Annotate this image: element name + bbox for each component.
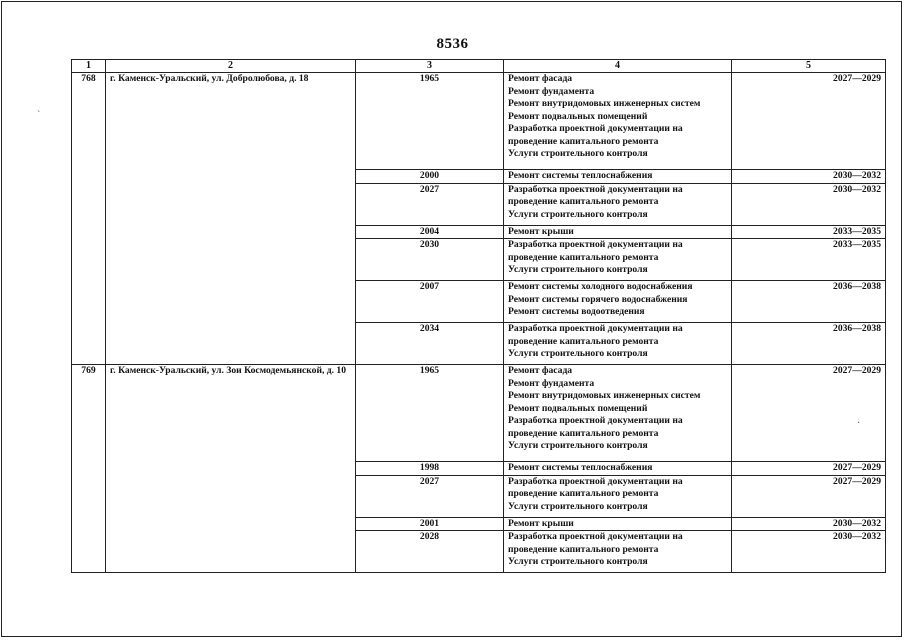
year-cell: 1965 <box>356 73 504 170</box>
work-item: Разработка проектной документации на <box>508 415 683 426</box>
table-row <box>72 73 886 170</box>
header-col-5: 5 <box>732 60 886 73</box>
work-item: Ремонт подвальных помещений <box>508 110 648 122</box>
header-row <box>72 60 886 73</box>
work-item: Ремонт внутридомовых инженерных систем <box>508 390 701 401</box>
table-row <box>72 365 886 462</box>
work-item: Разработка проектной документации на <box>508 183 683 195</box>
work-item: Ремонт крыши <box>508 225 574 237</box>
header-col-3: 3 <box>356 60 504 73</box>
works-cell <box>504 170 732 184</box>
work-item: Ремонт подвальных помещений <box>508 402 648 414</box>
period-cell: 2027—2029 <box>732 365 886 462</box>
work-item: Ремонт крыши <box>508 517 574 529</box>
year-cell: 2001 <box>356 517 504 531</box>
period-cell: 2027—2029 <box>732 462 886 476</box>
work-item: Ремонт системы водоотведения <box>508 306 645 317</box>
period-cell: 2036—2038 <box>732 281 886 323</box>
work-item: Услуги строительного контроля <box>508 264 648 275</box>
period-cell: 2033—2035 <box>732 225 886 239</box>
work-item: Разработка проектной документации на <box>508 475 683 487</box>
work-item: Услуги строительного контроля <box>508 500 648 512</box>
work-item: проведение капитального ремонта <box>508 135 659 147</box>
repair-schedule-table <box>71 59 886 573</box>
work-item: Ремонт внутридомовых инженерных систем <box>508 98 701 109</box>
work-item: Услуги строительного контроля <box>508 556 648 567</box>
works-cell <box>504 239 732 281</box>
scan-speck: · <box>857 418 861 429</box>
works-cell <box>504 73 732 170</box>
period-cell: 2036—2038 <box>732 323 886 365</box>
year-cell: 2034 <box>356 323 504 365</box>
period-cell: 2027—2029 <box>732 475 886 517</box>
entry-number: 769 <box>72 365 106 573</box>
work-item: Ремонт фундамента <box>508 85 595 97</box>
work-item: проведение капитального ремонта <box>508 196 659 207</box>
year-cell: 2027 <box>356 475 504 517</box>
building-address: г. Каменск-Уральский, ул. Добролюбова, д. 18 <box>106 73 356 365</box>
work-item: Услуги строительного контроля <box>508 148 648 159</box>
period-cell: 2030—2032 <box>732 531 886 573</box>
work-item: Ремонт системы горячего водоснабжения <box>508 293 688 305</box>
period-cell: 2027—2029 <box>732 73 886 170</box>
work-item: Разработка проектной документации на <box>508 323 683 334</box>
header-col-4: 4 <box>504 60 732 73</box>
work-item: Услуги строительного контроля <box>508 348 648 359</box>
work-item: проведение капитального ремонта <box>508 335 659 347</box>
table-body <box>72 73 886 573</box>
year-cell: 2027 <box>356 183 504 225</box>
work-item: Ремонт фундамента <box>508 377 595 389</box>
building-address: г. Каменск-Уральский, ул. Зои Космодемьянской, д. 10 <box>106 365 356 573</box>
work-item: Услуги строительного контроля <box>508 440 648 451</box>
work-item: Ремонт фасада <box>508 365 573 376</box>
period-cell: 2033—2035 <box>732 239 886 281</box>
work-item: Ремонт системы холодного водоснабжения <box>508 281 693 292</box>
year-cell: 2000 <box>356 170 504 184</box>
year-cell: 2030 <box>356 239 504 281</box>
works-cell <box>504 225 732 239</box>
period-cell: 2030—2032 <box>732 517 886 531</box>
header-col-2: 2 <box>106 60 356 73</box>
works-cell <box>504 517 732 531</box>
entry-number: 768 <box>72 73 106 365</box>
work-item: проведение капитального ремонта <box>508 251 659 263</box>
year-cell: 2007 <box>356 281 504 323</box>
period-cell: 2030—2032 <box>732 170 886 184</box>
year-cell: 2004 <box>356 225 504 239</box>
year-cell: 1998 <box>356 462 504 476</box>
work-item: Ремонт системы теплоснабжения <box>508 462 653 473</box>
works-cell <box>504 475 732 517</box>
page-number: 8536 <box>436 36 469 52</box>
work-item: проведение капитального ремонта <box>508 427 659 439</box>
scan-speck: ` <box>37 110 41 121</box>
work-item: проведение капитального ремонта <box>508 488 659 499</box>
work-item: Ремонт системы теплоснабжения <box>508 170 653 181</box>
year-cell: 1965 <box>356 365 504 462</box>
work-item: Ремонт фасада <box>508 73 573 84</box>
work-item: проведение капитального ремонта <box>508 543 659 555</box>
period-cell: 2030—2032 <box>732 183 886 225</box>
work-item: Разработка проектной документации на <box>508 239 683 250</box>
works-cell <box>504 183 732 225</box>
works-cell <box>504 365 732 462</box>
works-cell <box>504 323 732 365</box>
header-col-1: 1 <box>72 60 106 73</box>
year-cell: 2028 <box>356 531 504 573</box>
works-cell <box>504 281 732 323</box>
work-item: Услуги строительного контроля <box>508 208 648 220</box>
works-cell <box>504 462 732 476</box>
works-cell <box>504 531 732 573</box>
work-item: Разработка проектной документации на <box>508 531 683 542</box>
work-item: Разработка проектной документации на <box>508 123 683 134</box>
